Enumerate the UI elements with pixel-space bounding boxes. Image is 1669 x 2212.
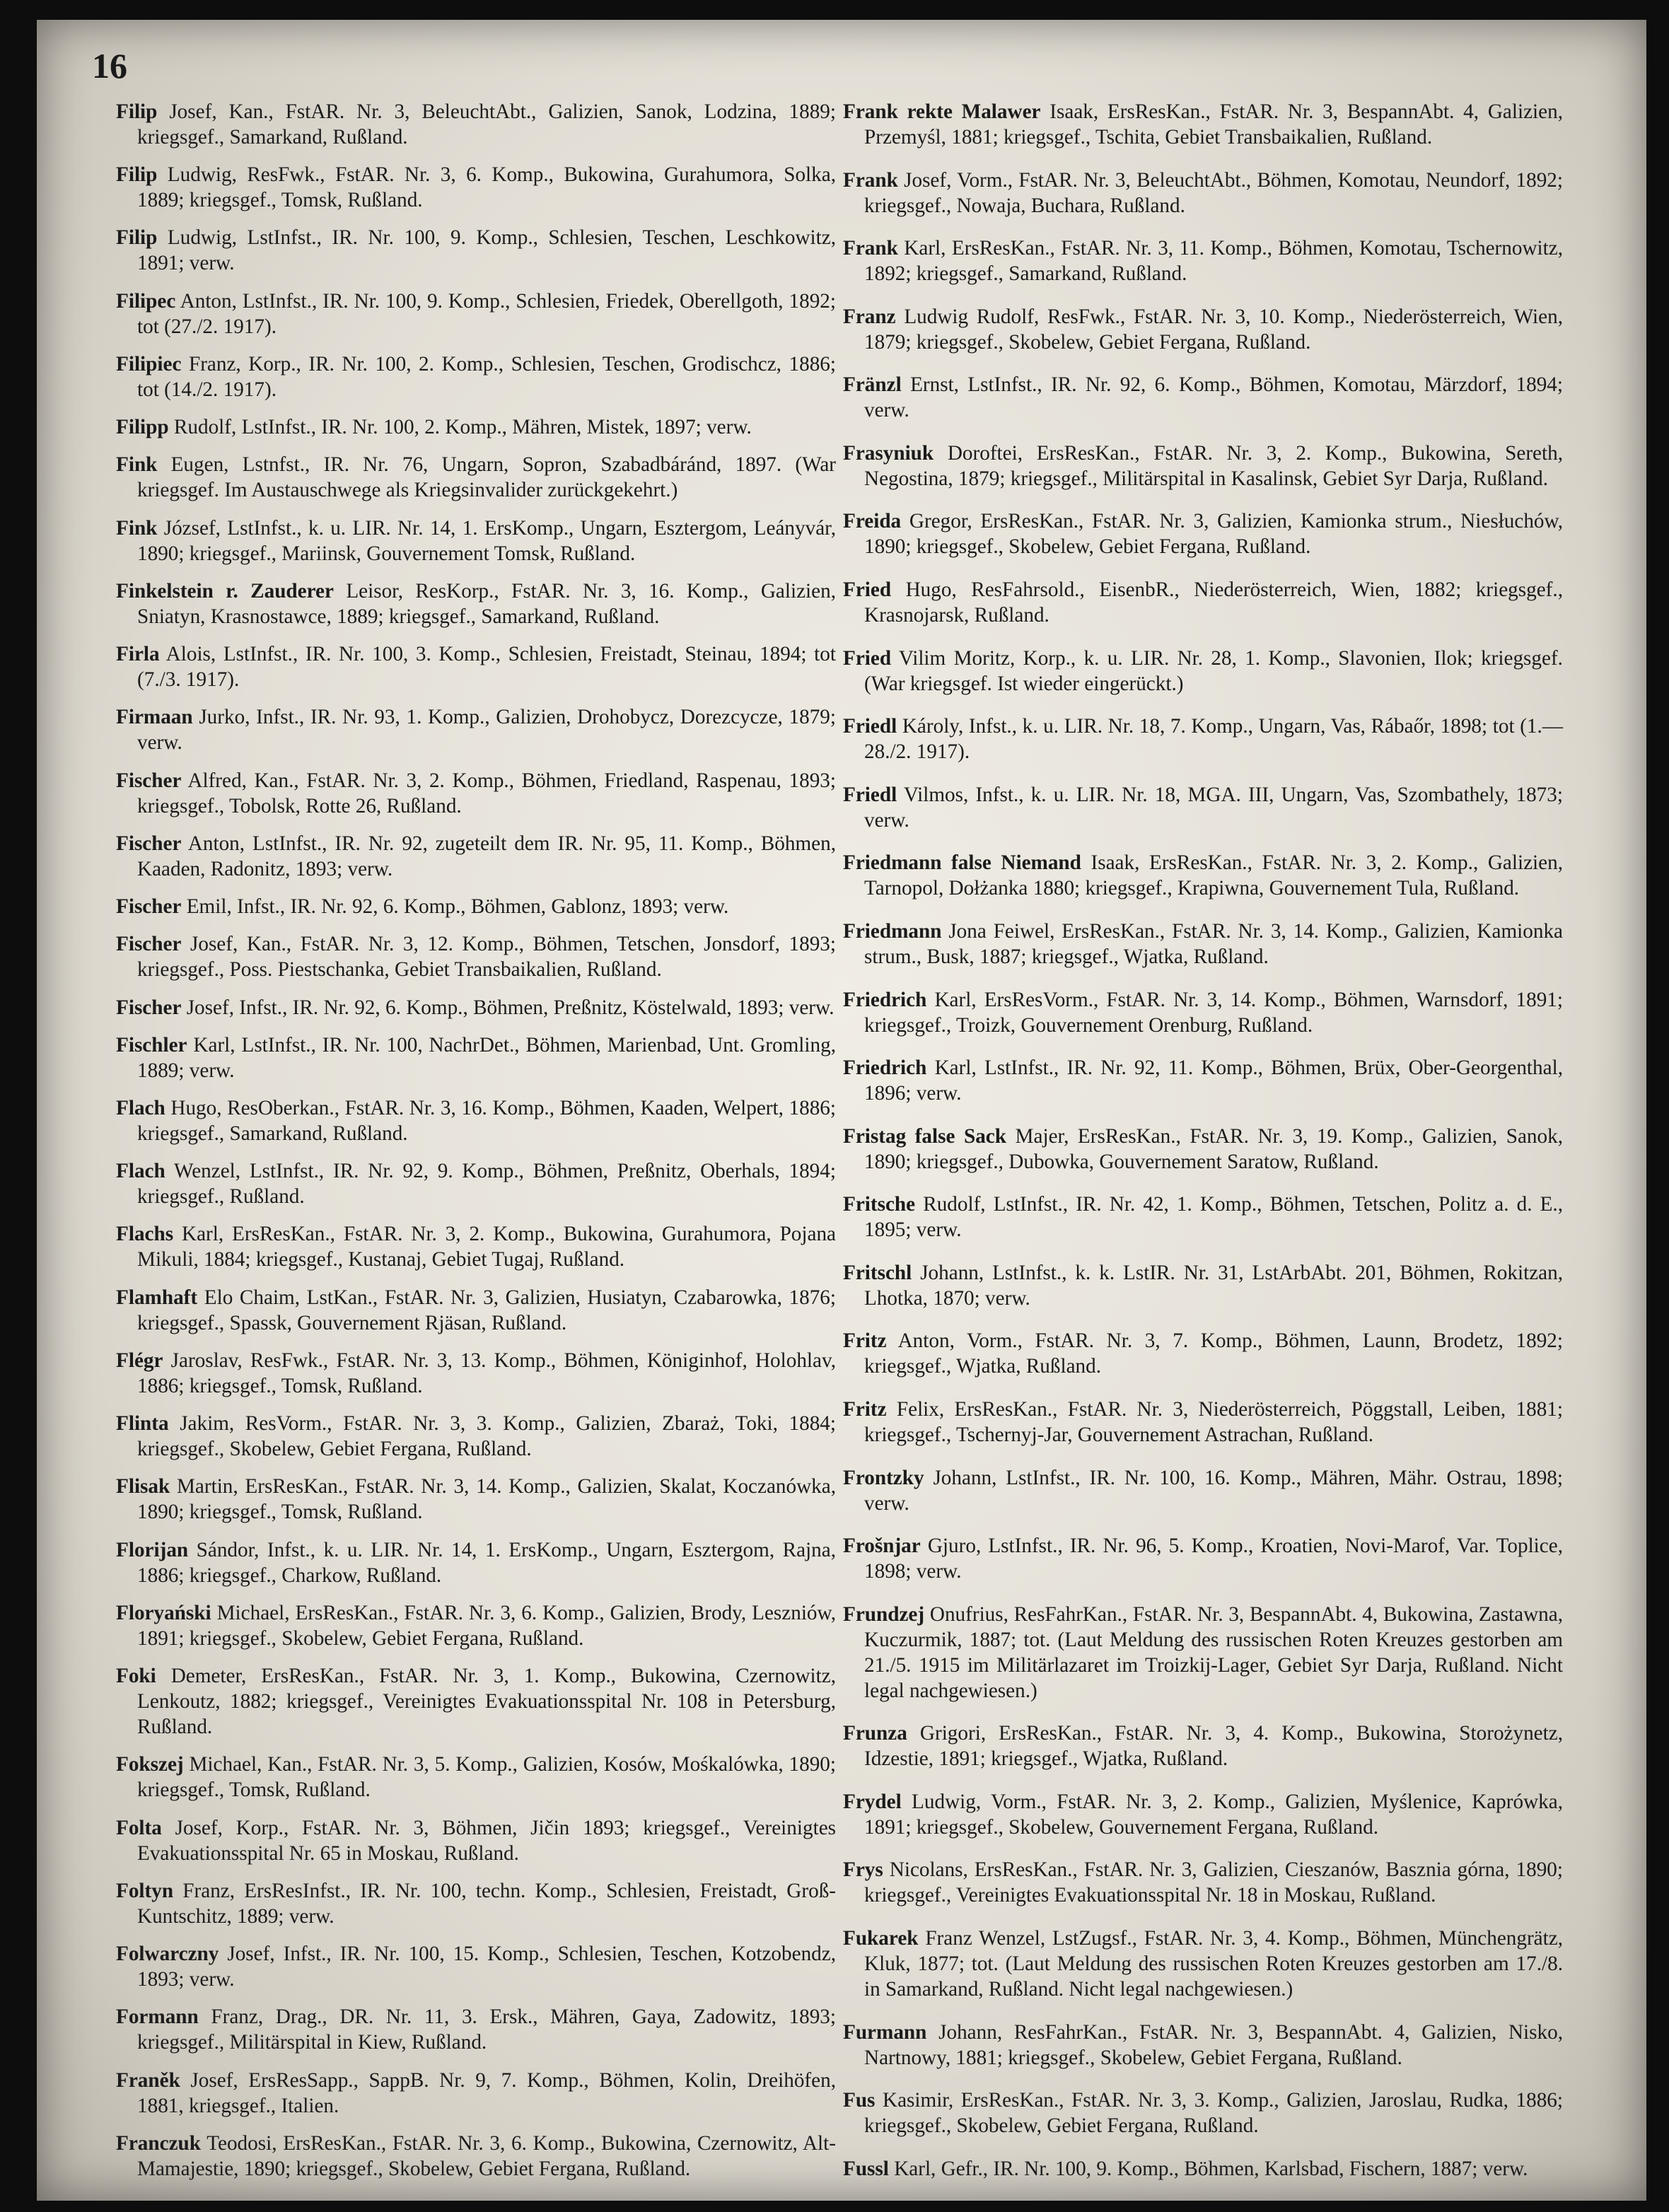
entry-surname: Florijan [116, 1538, 189, 1561]
entry-surname: Foki [116, 1665, 156, 1688]
list-entry [843, 1857, 1563, 1908]
entry-surname: Filip [116, 100, 158, 123]
list-entry [843, 577, 1563, 628]
entry-details: Gjuro, LstInfst., IR. Nr. 96, 5. Komp., Kroatien, Novi-Marof, Var. Toplice, 1898; verw. [864, 1535, 1564, 1583]
entry-surname: Friedl [843, 783, 897, 806]
entry-details: Ernst, LstInfst., IR. Nr. 92, 6. Komp., Böhmen, Komotau, Märzdorf, 1894; verw. [864, 373, 1564, 422]
list-entry [116, 1600, 836, 1651]
entry-details: Johann, LstInfst., IR. Nr. 100, 16. Komp., Mähren, Mähr. Ostrau, 1898; verw. [864, 1466, 1563, 1515]
list-entry [116, 351, 836, 402]
entry-surname: Fischer [116, 895, 182, 919]
entry-surname: Filipec [116, 289, 176, 313]
entry-surname: Freida [843, 510, 902, 533]
entry-surname: Friedmann false Niemand [843, 851, 1081, 875]
entry-details: Kasimir, ErsResKan., FstAR. Nr. 3, 3. Komp., Galizien, Jaroslau, Rudka, 1886; kriegsgef., Skobelew, Gebiet Fergana, Rußland. [864, 2089, 1564, 2138]
list-entry [843, 1465, 1563, 1516]
list-entry [843, 1533, 1563, 1584]
entry-surname: Friedl [843, 715, 897, 738]
entry-surname: Fischer [116, 832, 182, 855]
entry-surname: Fristag false Sack [843, 1124, 1006, 1148]
entry-surname: Fritz [843, 1397, 887, 1421]
entry-details: Leisor, ResKorp., FstAR. Nr. 3, 16. Komp., Galizien, Sniatyn, Krasnostawce, 1889; kriegsgef., Samarkand, Rußland. [137, 579, 836, 628]
entry-details: Josef, Infst., IR. Nr. 92, 6. Komp., Böhmen, Preßnitz, Köstelwald, 1893; verw. [186, 996, 834, 1019]
entry-details: Isaak, ErsResKan., FstAR. Nr. 3, 2. Komp., Galizien, Tarnopol, Dołżanka 1880; kriegsgef., Krapiwna, Gouvernement Tula, Rußland. [864, 851, 1564, 900]
entry-surname: Frunza [843, 1722, 907, 1745]
entry-surname: Frydel [843, 1790, 902, 1813]
list-entry [843, 919, 1563, 970]
list-entry [116, 2004, 836, 2055]
entry-surname: Flach [116, 1160, 165, 1183]
list-entry [116, 516, 836, 566]
list-entry [843, 1328, 1563, 1379]
entry-details: Karl, ErsResKan., FstAR. Nr. 3, 11. Komp., Böhmen, Komotau, Tschernowitz, 1892; kriegsgef., Samarkand, Rußland. [864, 237, 1564, 286]
entry-surname: Flachs [116, 1223, 174, 1246]
list-entry [116, 1663, 836, 1740]
entry-surname: Firla [116, 643, 160, 666]
entry-details: Doroftei, ErsResKan., FstAR. Nr. 3, 2. Komp., Bukowina, Sereth, Negostina, 1879; kriegsgef., Militärspital in Kasalinsk, Gebiet Syr Darja, Rußland. [864, 441, 1563, 490]
list-entry [116, 1474, 836, 1525]
entry-surname: Fussl [843, 2157, 889, 2180]
entry-surname: Friedrich [843, 1056, 927, 1080]
list-entry [843, 2156, 1563, 2182]
list-entry [843, 99, 1563, 150]
entry-surname: Fokszej [116, 1753, 184, 1776]
entry-details: Isaak, ErsResKan., FstAR. Nr. 3, BespannAbt. 4, Galizien, Przemyśl, 1881; kriegsgef., Tschita, Gebiet Transbaikalien, Rußland. [864, 100, 1564, 149]
list-entry [116, 99, 836, 150]
entry-details: Johann, ResFahrKan., FstAR. Nr. 3, BespannAbt. 4, Galizien, Nisko, Nartnowy, 1881; kriegsgef., Skobelew, Gebiet Fergana, Rußland. [864, 2020, 1564, 2069]
entry-details: Alois, LstInfst., IR. Nr. 100, 3. Komp., Schlesien, Freistadt, Steinau, 1894; tot (7./3. 1917). [137, 643, 836, 692]
entry-details: Karl, LstInfst., IR. Nr. 100, NachrDet., Böhmen, Marienbad, Unt. Gromling, 1889; verw. [137, 1033, 837, 1082]
entry-surname: Frontzky [843, 1466, 924, 1489]
list-entry [116, 894, 836, 919]
list-entry [116, 1032, 836, 1083]
list-entry [843, 1124, 1563, 1175]
entry-surname: Franěk [116, 2068, 180, 2092]
entry-details: Josef, Kan., FstAR. Nr. 3, 12. Komp., Böhmen, Tetschen, Jonsdorf, 1893; kriegsgef., Poss. Piestschanka, Gebiet Transbaikalien, Rußland. [137, 933, 836, 982]
entry-surname: Flisak [116, 1475, 170, 1498]
entry-details: Ludwig Rudolf, ResFwk., FstAR. Nr. 3, 10. Komp., Niederösterreich, Wien, 1879; kriegsgef., Skobelew, Gebiet Fergana, Rußland. [864, 305, 1564, 354]
list-entry [116, 1285, 836, 1336]
entry-details: Anton, LstInfst., IR. Nr. 92, zugeteilt dem IR. Nr. 95, 11. Komp., Böhmen, Kaaden, Radonitz, 1893; verw. [137, 832, 836, 880]
entry-surname: Formann [116, 2006, 199, 2029]
entry-surname: Fischer [116, 769, 182, 792]
entry-details: Eugen, Lstnfst., IR. Nr. 76, Ungarn, Sopron, Szabadbáránd, 1897. (War kriegsgef. Im Austauschwege als Kriegsinvalider zurückgekehrt.) [137, 453, 836, 502]
entry-details: Michael, ErsResKan., FstAR. Nr. 3, 6. Komp., Galizien, Brody, Leszniów, 1891; kriegsgef., Skobelew, Gebiet Fergana, Rußland. [137, 1601, 837, 1650]
entry-surname: Fränzl [843, 373, 902, 397]
entry-details: Jurko, Infst., IR. Nr. 93, 1. Komp., Galizien, Drohobycz, Dorezcycze, 1879; verw. [137, 706, 836, 755]
entry-details: Karl, ErsResVorm., FstAR. Nr. 3, 14. Komp., Böhmen, Warnsdorf, 1891; kriegsgef., Troizk, Gouvernement Orenburg, Rußland. [864, 988, 1563, 1037]
list-entry [843, 782, 1563, 833]
entry-details: Martin, ErsResKan., FstAR. Nr. 3, 14. Komp., Galizien, Skalat, Koczanówka, 1890; kriegsgef., Tomsk, Rußland. [137, 1475, 837, 1524]
entry-surname: Frank [843, 237, 898, 260]
list-entry [843, 1721, 1563, 1771]
list-entry [116, 2131, 836, 2182]
list-entry [116, 1878, 836, 1929]
entry-surname: Fink [116, 453, 158, 477]
list-entry [116, 1411, 836, 1462]
entry-surname: Franz [843, 305, 896, 328]
entry-details: Karl, Gefr., IR. Nr. 100, 9. Komp., Böhmen, Karlsbad, Fischern, 1887; verw. [894, 2157, 1528, 2180]
entry-surname: Fritz [843, 1329, 887, 1353]
list-entry [116, 414, 836, 440]
entry-details: Ludwig, ResFwk., FstAR. Nr. 3, 6. Komp., Bukowina, Gurahumora, Solka, 1889; kriegsgef., Tomsk, Rußland. [137, 163, 836, 212]
entry-details: Grigori, ErsResKan., FstAR. Nr. 3, 4. Komp., Bukowina, Storożynetz, Idzestie, 1891; kriegsgef., Wjatka, Rußland. [864, 1722, 1563, 1771]
entry-surname: Flach [116, 1096, 165, 1119]
entry-details: Hugo, ResOberkan., FstAR. Nr. 3, 16. Komp., Böhmen, Kaaden, Welpert, 1886; kriegsgef., Samarkand, Rußland. [137, 1096, 837, 1145]
entry-details: Alfred, Kan., FstAR. Nr. 3, 2. Komp., Böhmen, Friedland, Raspenau, 1893; kriegsgef., Tobolsk, Rotte 26, Rußland. [137, 769, 836, 817]
entry-surname: Frasyniuk [843, 441, 934, 465]
entry-surname: Filipp [116, 416, 169, 439]
entry-surname: Furmann [843, 2020, 927, 2044]
list-entry [843, 372, 1563, 423]
entry-surname: Flégr [116, 1349, 163, 1372]
list-entry [116, 1348, 836, 1399]
list-entry [116, 225, 836, 276]
entry-details: Jaroslav, ResFwk., FstAR. Nr. 3, 13. Komp., Böhmen, Königinhof, Holohlav, 1886; kriegsgef., Tomsk, Rußland. [137, 1349, 836, 1397]
entry-surname: Firmaan [116, 706, 193, 729]
list-entry [116, 1941, 836, 1992]
entry-details: Anton, LstInfst., IR. Nr. 100, 9. Komp., Schlesien, Friedek, Oberellgoth, 1892; tot (27./2. 1917). [137, 289, 836, 338]
entry-details: Gregor, ErsResKan., FstAR. Nr. 3, Galizien, Kamionka strum., Niesłuchów, 1890; kriegsgef., Skobelew, Gebiet Fergana, Rußland. [864, 510, 1563, 559]
list-entry [843, 1926, 1563, 2002]
entry-surname: Flamhaft [116, 1286, 198, 1309]
entry-surname: Filip [116, 226, 158, 250]
list-entry [843, 508, 1563, 559]
list-entry [116, 289, 836, 339]
entry-details: Jona Feiwel, ErsResKan., FstAR. Nr. 3, 14. Komp., Galizien, Kamionka strum., Busk, 1887; kriegsgef., Wjatka, Rußland. [864, 919, 1563, 968]
entry-surname: Floryański [116, 1601, 211, 1624]
entry-details: Josef, Korp., FstAR. Nr. 3, Böhmen, Jičin 1893; kriegsgef., Vereinigtes Evakuationsspital Nr. 65 in Moskau, Rußland. [137, 1816, 837, 1865]
entry-surname: Fritsche [843, 1193, 916, 1216]
entry-details: Demeter, ErsResKan., FstAR. Nr. 3, 1. Komp., Bukowina, Czernowitz, Lenkoutz, 1882; kriegsgef., Vereinigtes Evakuationsspital Nr. 108 in Petersburg, Rußland. [137, 1665, 837, 1739]
entry-surname: Frank rekte Malawer [843, 100, 1041, 123]
entry-surname: Folta [116, 1816, 162, 1839]
entry-details: Rudolf, LstInfst., IR. Nr. 42, 1. Komp., Böhmen, Tetschen, Politz a. d. E., 1895; verw. [864, 1193, 1564, 1242]
entry-details: Jakim, ResVorm., FstAR. Nr. 3, 3. Komp., Galizien, Zbaraż, Toki, 1884; kriegsgef., Skobelew, Gebiet Fergana, Rußland. [137, 1412, 836, 1461]
list-entry [116, 768, 836, 819]
entry-details: Emil, Infst., IR. Nr. 92, 6. Komp., Böhmen, Gablonz, 1893; verw. [186, 895, 729, 919]
list-entry [843, 987, 1563, 1038]
list-entry [116, 1095, 836, 1146]
list-entry [843, 1397, 1563, 1448]
entry-surname: Filip [116, 163, 158, 187]
entry-details: Josef, Vorm., FstAR. Nr. 3, BeleuchtAbt., Böhmen, Komotau, Neundorf, 1892; kriegsgef., Nowaja, Buchara, Rußland. [864, 168, 1564, 217]
entry-details: Vilim Moritz, Korp., k. u. LIR. Nr. 28, 1. Komp., Slavonien, Ilok; kriegsgef. (War kriegsgef. Ist wieder eingerückt.) [864, 646, 1563, 695]
entry-details: Hugo, ResFahrsold., EisenbR., Niederösterreich, Wien, 1882; kriegsgef., Krasnojarsk, Rußland. [864, 578, 1564, 627]
entry-details: Karl, ErsResKan., FstAR. Nr. 3, 2. Komp., Bukowina, Gurahumora, Pojana Mikuli, 1884; kriegsgef., Kustanaj, Gebiet Tugaj, Rußland. [137, 1223, 837, 1271]
entry-details: Majer, ErsResKan., FstAR. Nr. 3, 19. Komp., Galizien, Sanok, 1890; kriegsgef., Dubowka, Gouvernement Saratow, Rußland. [864, 1124, 1563, 1173]
entry-surname: Fischer [116, 933, 182, 956]
entry-surname: Fukarek [843, 1927, 919, 1950]
entry-surname: Friedrich [843, 988, 927, 1011]
list-entry [843, 850, 1563, 901]
left-column [116, 99, 836, 2182]
list-entry [843, 2088, 1563, 2138]
entry-surname: Fischer [116, 996, 182, 1019]
entry-details: Johann, LstInfst., k. k. LstIR. Nr. 31, LstArbAbt. 201, Böhmen, Rokitzan, Lhotka, 1870; verw. [864, 1261, 1563, 1310]
entry-details: Michael, Kan., FstAR. Nr. 3, 5. Komp., Galizien, Kosów, Mośkalówka, 1890; kriegsgef., Tomsk, Rußland. [137, 1753, 836, 1802]
entry-surname: Fus [843, 2089, 876, 2112]
entry-details: Franz, ErsResInfst., IR. Nr. 100, techn. Komp., Schlesien, Freistadt, Groß-Kuntschitz, 1889; verw. [137, 1879, 837, 1928]
entry-details: Sándor, Infst., k. u. LIR. Nr. 14, 1. ErsKomp., Ungarn, Esztergom, Rajna, 1886; kriegsgef., Charkow, Rußland. [137, 1538, 836, 1587]
entry-surname: Frys [843, 1858, 883, 1882]
entry-details: Franz, Korp., IR. Nr. 100, 2. Komp., Schlesien, Teschen, Grodischcz, 1886; tot (14./2. 1917). [137, 352, 837, 401]
list-entry [116, 162, 836, 213]
entry-surname: Fischler [116, 1033, 187, 1056]
list-entry [843, 304, 1563, 355]
list-entry [116, 1815, 836, 1866]
list-entry [843, 646, 1563, 697]
entry-details: Felix, ErsResKan., FstAR. Nr. 3, Niederösterreich, Pöggstall, Leiben, 1881; kriegsgef., Tschernyj-Jar, Gouvernement Astrachan, Rußland. [864, 1397, 1564, 1446]
list-entry [116, 704, 836, 755]
list-entry [843, 1192, 1563, 1242]
list-entry [116, 1158, 836, 1209]
list-entry [843, 235, 1563, 286]
entry-details: Ludwig, LstInfst., IR. Nr. 100, 9. Komp., Schlesien, Teschen, Leschkowitz, 1891; verw. [137, 226, 837, 275]
entry-surname: Flinta [116, 1412, 169, 1436]
list-entry [116, 1537, 836, 1588]
right-column [843, 99, 1563, 2182]
entry-surname: Fried [843, 646, 892, 670]
list-entry [843, 2020, 1563, 2071]
entry-surname: Frundzej [843, 1602, 925, 1626]
entry-surname: Finkelstein r. Zauderer [116, 579, 334, 603]
entry-surname: Franczuk [116, 2131, 201, 2155]
list-entry [116, 578, 836, 629]
entry-details: József, LstInfst., k. u. LIR. Nr. 14, 1. ErsKomp., Ungarn, Esztergom, Leányvár, 1890; kriegsgef., Mariinsk, Gouvernement Tomsk, Rußland. [137, 516, 837, 565]
entry-surname: Folwarczny [116, 1943, 219, 1966]
entry-surname: Fried [843, 578, 892, 602]
list-entry [116, 452, 836, 503]
entry-details: Josef, Kan., FstAR. Nr. 3, BeleuchtAbt., Galizien, Sanok, Lodzina, 1889; kriegsgef., Samarkand, Rußland. [137, 100, 837, 149]
list-entry [116, 641, 836, 692]
list-entry [843, 441, 1563, 491]
list-entry [116, 931, 836, 982]
list-entry [843, 1260, 1563, 1311]
entry-surname: Foltyn [116, 1879, 174, 1902]
list-entry [116, 2068, 836, 2119]
entry-details: Josef, ErsResSapp., SappB. Nr. 9, 7. Komp., Böhmen, Kolin, Dreihöfen, 1881, kriegsgef., Italien. [137, 2068, 837, 2117]
entry-details: Karl, LstInfst., IR. Nr. 92, 11. Komp., Böhmen, Brüx, Ober-Georgenthal, 1896; verw. [864, 1056, 1563, 1105]
entry-details: Anton, Vorm., FstAR. Nr. 3, 7. Komp., Böhmen, Launn, Brodetz, 1892; kriegsgef., Wjatka, Rußland. [864, 1329, 1564, 1378]
list-entry [843, 168, 1563, 219]
list-entry [843, 1055, 1563, 1106]
list-entry [843, 1789, 1563, 1840]
page-number: 16 [92, 46, 127, 86]
entry-surname: Fink [116, 516, 158, 540]
entry-surname: Friedmann [843, 919, 942, 943]
entry-details: Rudolf, LstInfst., IR. Nr. 100, 2. Komp., Mähren, Mistek, 1897; verw. [173, 416, 752, 439]
list-entry [843, 1602, 1563, 1704]
document-page [37, 20, 1646, 2201]
entry-details: Vilmos, Infst., k. u. LIR. Nr. 18, MGA. III, Ungarn, Vas, Szombathely, 1873; verw. [864, 783, 1563, 832]
list-entry [116, 1221, 836, 1272]
entry-details: Franz Wenzel, LstZugsf., FstAR. Nr. 3, 4. Komp., Böhmen, Münchengrätz, Kluk, 1877; tot. (Laut Meldung des russischen Roten Kreuzes gestorben am 17./8. in Samarkand, Rußland. Nicht legal nachgewiesen.) [864, 1927, 1563, 2001]
entry-details: Károly, Infst., k. u. LIR. Nr. 18, 7. Komp., Ungarn, Vas, Rábaőr, 1898; tot (1.—28./2. 1917). [864, 715, 1564, 764]
list-entry [116, 831, 836, 882]
entry-details: Teodosi, ErsResKan., FstAR. Nr. 3, 6. Komp., Bukowina, Czernowitz, Alt-Mamajestie, 1890; kriegsgef., Skobelew, Gebiet Fergana, Rußland. [137, 2131, 836, 2180]
entry-details: Ludwig, Vorm., FstAR. Nr. 3, 2. Komp., Galizien, Myślenice, Kaprówka, 1891; kriegsgef., Skobelew, Gouvernement Fergana, Rußland. [864, 1790, 1564, 1839]
entry-details: Nicolans, ErsResKan., FstAR. Nr. 3, Galizien, Cieszanów, Basznia górna, 1890; kriegsgef., Vereinigtes Evakuationsspital Nr. 18 in Moskau, Rußland. [864, 1858, 1563, 1907]
entry-surname: Frošnjar [843, 1535, 921, 1558]
list-entry [116, 1752, 836, 1803]
entry-surname: Frank [843, 168, 898, 192]
list-entry [116, 995, 836, 1020]
entry-details: Wenzel, LstInfst., IR. Nr. 92, 9. Komp., Böhmen, Preßnitz, Oberhals, 1894; kriegsgef., Rußland. [137, 1160, 836, 1209]
entry-surname: Fritschl [843, 1261, 912, 1284]
entry-details: Elo Chaim, LstKan., FstAR. Nr. 3, Galizien, Husiatyn, Czabarowka, 1876; kriegsgef., Spassk, Gouvernement Rjäsan, Rußland. [137, 1286, 837, 1334]
list-entry [843, 714, 1563, 764]
entry-details: Onufrius, ResFahrKan., FstAR. Nr. 3, BespannAbt. 4, Bukowina, Zastawna, Kuczurmik, 1887; tot. (Laut Meldung des russischen Roten Kreuzes gestorben am 21./5. 1915 im Militärlazaret im Troizkij-Lager, Gebiet Syr Darja, Rußland. Nicht legal nachgewiesen.) [864, 1602, 1564, 1702]
entry-details: Franz, Drag., DR. Nr. 11, 3. Ersk., Mähren, Gaya, Zadowitz, 1893; kriegsgef., Militärspital in Kiew, Rußland. [137, 2006, 837, 2054]
entry-surname: Filipiec [116, 352, 182, 376]
entry-details: Josef, Infst., IR. Nr. 100, 15. Komp., Schlesien, Teschen, Kotzobendz, 1893; verw. [137, 1943, 837, 1991]
